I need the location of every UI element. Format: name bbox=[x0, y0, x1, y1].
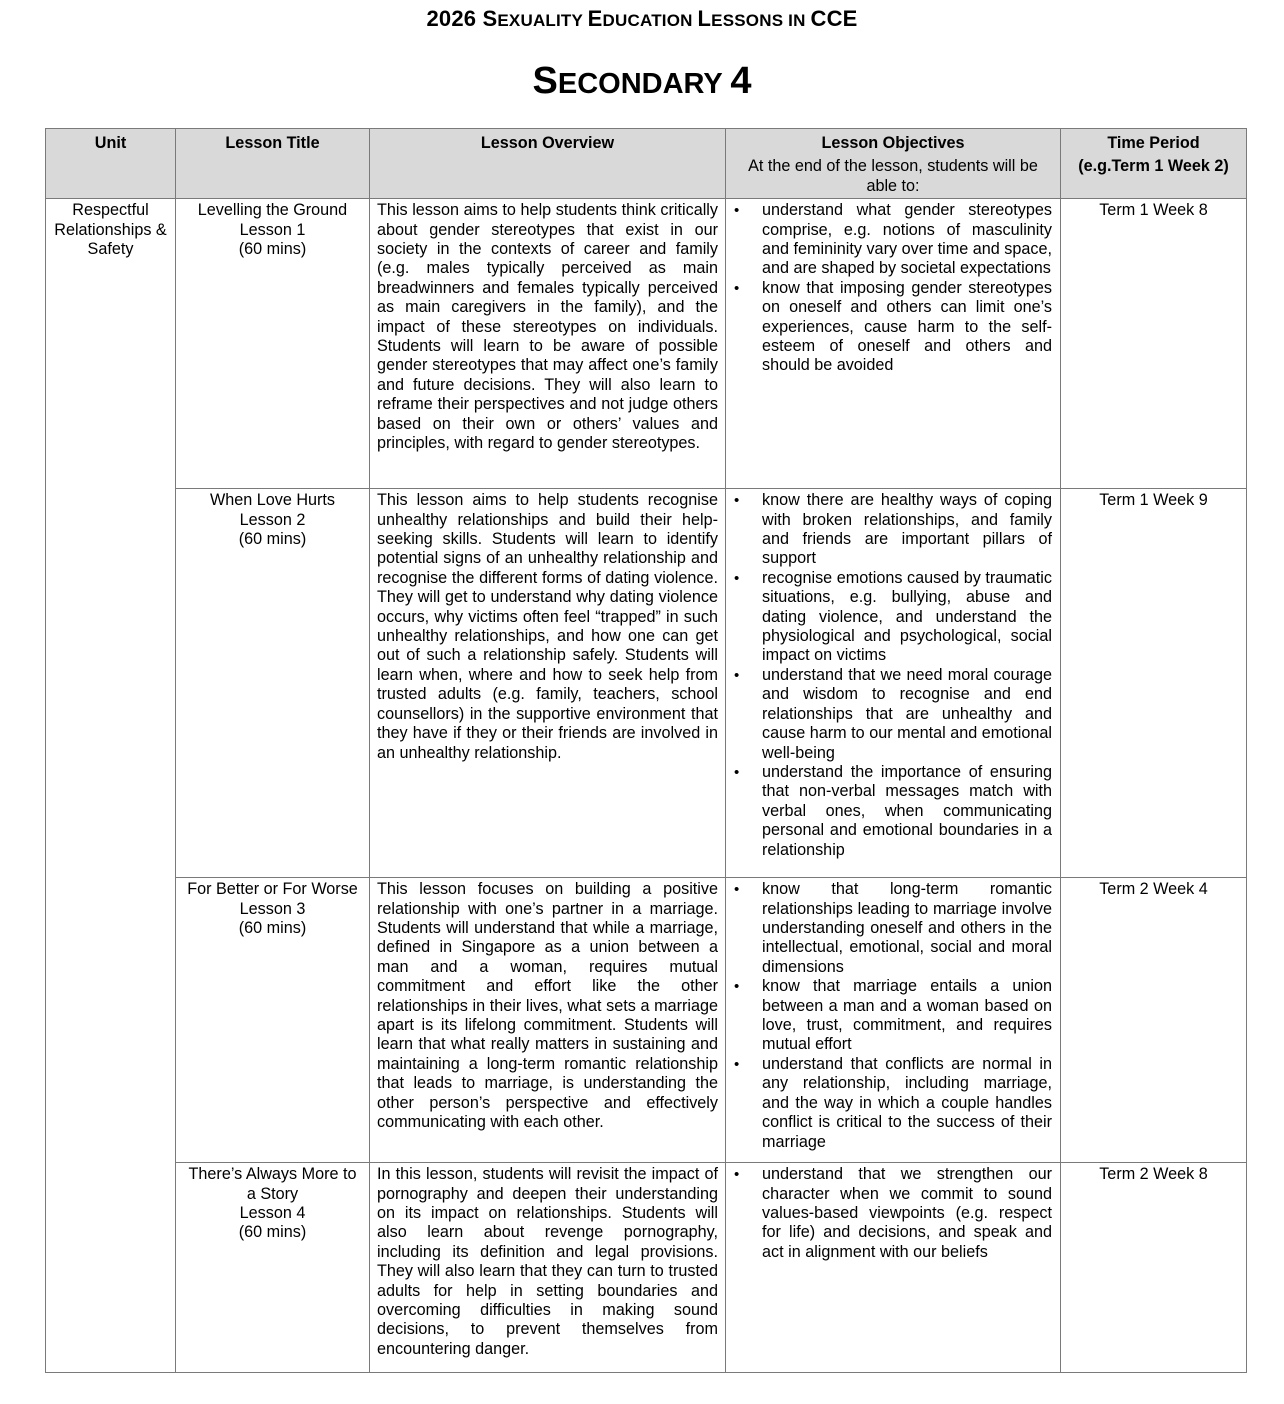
bullet-icon: • bbox=[734, 666, 740, 684]
lesson-objectives-cell bbox=[726, 489, 1061, 878]
time-header-label: Time Period bbox=[1107, 134, 1200, 152]
table-row bbox=[46, 199, 1247, 489]
objectives-header-label: Lesson Objectives bbox=[821, 134, 965, 152]
lesson-title: There’s Always More to a Story bbox=[188, 1165, 357, 1203]
lesson-objectives-cell bbox=[726, 199, 1061, 489]
lesson-objectives-cell bbox=[726, 878, 1061, 1163]
objective-text: understand the importance of ensuring that non-verbal messages match with verbal ones, when communicating personal and emotional boundaries in a relationship bbox=[762, 762, 1052, 859]
objective-text: know that marriage entails a union between a man and a woman based on love, trust, commitment, and requires mutual effort bbox=[762, 977, 1052, 1054]
lesson-title-cell bbox=[176, 199, 370, 489]
lesson-duration: (60 mins) bbox=[238, 530, 307, 549]
table-row bbox=[46, 878, 1247, 1163]
bullet-icon: • bbox=[734, 881, 740, 899]
bullet-icon: • bbox=[734, 1166, 740, 1184]
lesson-objectives-header bbox=[726, 129, 1061, 199]
objective-item bbox=[733, 977, 1053, 1055]
table-header-row bbox=[46, 129, 1247, 199]
lesson-overview-cell: This lesson aims to help students recognise unhealthy relationships and build their help-seeking skills. Students will learn to identify potential signs of an unhealthy relationship and recognise the different forms of dating violence. They will get to understand why dating violence occurs, why victims often feel “trapped” in such unhealthy relationships, and how one can get out of such a relationship safely. Students will learn when, where and how to seek help from trusted adults (e.g. family, teachers, school counsellors) in the supportive environment that they have if they or their friends are involved in an unhealthy relationship. bbox=[370, 489, 726, 878]
objective-item bbox=[733, 569, 1053, 666]
lesson-overview-cell: In this lesson, students will revisit the impact of pornography and deepen their understanding on its impact on relationships. Students will also learn about revenge pornography, including its definition and legal provisions. They will also learn that they can turn to trusted adults for help in setting boundaries and overcoming difficulties in making sound decisions, to prevent themselves from encountering danger. bbox=[370, 1163, 726, 1373]
objectives-list bbox=[733, 201, 1053, 376]
objective-item bbox=[733, 666, 1053, 763]
bullet-icon: • bbox=[734, 763, 740, 781]
bullet-icon: • bbox=[734, 978, 740, 996]
time-period-cell: Term 2 Week 4 bbox=[1061, 878, 1247, 1163]
objective-text: understand that we strengthen our character when we commit to sound values-based viewpoints (e.g. respect for life) and decisions, and speak and act in alignment with our beliefs bbox=[762, 1165, 1052, 1261]
lesson-lesson: Lesson 1 bbox=[239, 220, 306, 239]
bullet-icon: • bbox=[734, 279, 740, 297]
lesson-lesson: Lesson 2 bbox=[239, 510, 306, 529]
lesson-overview-cell: This lesson focuses on building a positive relationship with one’s partner in a marriage. Students will understand that while a marriage, defined in Singapore as a union between a man and a woman, requires mutual commitment and effort like the other relationships in their lives, what sets a marriage apart is its lifelong commitment. Students will learn that what really matters in sustaining and maintaining a long-term romantic relationship that leads to marriage, is understanding the other person’s perspective and effectively communicating with each other. bbox=[370, 878, 726, 1163]
objective-text: know that long-term romantic relationships leading to marriage involve understanding oneself and others in the intellectual, emotional, social and moral dimensions bbox=[762, 880, 1052, 976]
level-heading: SECONDARY 4 bbox=[532, 60, 752, 102]
objective-text: understand that we need moral courage and wisdom to recognise and end relationships that are unhealthy and cause harm to our mental and emotional well-being bbox=[762, 665, 1052, 762]
lesson-duration: (60 mins) bbox=[238, 240, 307, 259]
bullet-icon: • bbox=[734, 569, 740, 587]
lesson-title: Levelling the Ground bbox=[197, 201, 348, 220]
objective-item bbox=[733, 491, 1053, 569]
objectives-list bbox=[733, 1165, 1053, 1262]
objective-item bbox=[733, 1165, 1053, 1262]
lesson-objectives-cell bbox=[726, 1163, 1061, 1373]
document-title: 2026 SEXUALITY EDUCATION LESSONS IN CCE bbox=[426, 6, 858, 31]
lesson-duration: (60 mins) bbox=[238, 1223, 307, 1242]
table-row bbox=[46, 1163, 1247, 1373]
lesson-lesson: Lesson 4 bbox=[239, 1204, 306, 1223]
lesson-title: For Better or For Worse bbox=[187, 880, 358, 899]
lesson-title-cell bbox=[176, 489, 370, 878]
lesson-lesson: Lesson 3 bbox=[239, 899, 306, 918]
objective-item bbox=[733, 880, 1053, 977]
time-period-cell: Term 1 Week 9 bbox=[1061, 489, 1247, 878]
lesson-title: When Love Hurts bbox=[209, 491, 336, 510]
lesson-duration: (60 mins) bbox=[238, 919, 307, 938]
time-period-header bbox=[1061, 129, 1247, 199]
objective-item bbox=[733, 279, 1053, 376]
lesson-overview-header: Lesson Overview bbox=[370, 129, 726, 199]
unit-header: Unit bbox=[46, 129, 176, 199]
unit-cell: Respectful Relationships & Safety bbox=[46, 199, 176, 1373]
time-period-cell: Term 1 Week 8 bbox=[1061, 199, 1247, 489]
lesson-overview-cell: This lesson aims to help students think critically about gender stereotypes that exist in our society in the contexts of career and family (e.g. males typically perceived as main breadwinners and females typically perceived as main caregivers in the family), and the impact of these stereotypes on individuals. Students will learn to be aware of possible gender stereotypes that may affect one’s family and future decisions. They will also learn to reframe their perspectives and not judge others based on their own or others’ values and principles, with regard to gender stereotypes. bbox=[370, 199, 726, 489]
objective-text: know that imposing gender stereotypes on oneself and others can limit one’s experiences, cause harm to the self-esteem of oneself and others and should be avoided bbox=[762, 278, 1052, 375]
bullet-icon: • bbox=[734, 492, 740, 510]
bullet-icon: • bbox=[734, 1055, 740, 1073]
lesson-title-cell bbox=[176, 1163, 370, 1373]
objectives-list bbox=[733, 880, 1053, 1152]
objective-item bbox=[733, 201, 1053, 279]
time-header-example: (e.g.Term 1 Week 2) bbox=[1078, 157, 1229, 176]
lessons-table bbox=[45, 128, 1247, 1373]
bullet-icon: • bbox=[734, 202, 740, 220]
time-period-cell: Term 2 Week 8 bbox=[1061, 1163, 1247, 1373]
objective-text: understand what gender stereotypes comprise, e.g. notions of masculinity and femininity vary over time and space, and are shaped by societal expectations bbox=[762, 201, 1052, 278]
objectives-list bbox=[733, 491, 1053, 860]
lesson-title-cell bbox=[176, 878, 370, 1163]
table-row bbox=[46, 489, 1247, 878]
objective-text: understand that conflicts are normal in any relationship, including marriage, and the way in which a couple handles conflict is critical to the success of their marriage bbox=[762, 1054, 1052, 1151]
objective-item bbox=[733, 1055, 1053, 1152]
objectives-header-subtitle: At the end of the lesson, students will be able to: bbox=[748, 157, 1038, 195]
lesson-title-header: Lesson Title bbox=[176, 129, 370, 199]
objective-item bbox=[733, 763, 1053, 860]
objective-text: recognise emotions caused by traumatic situations, e.g. bullying, abuse and dating violence, and understand the physiological and psychological, social impact on victims bbox=[762, 568, 1052, 665]
objective-text: know there are healthy ways of coping with broken relationships, and family and friends are important pillars of support bbox=[762, 491, 1052, 568]
